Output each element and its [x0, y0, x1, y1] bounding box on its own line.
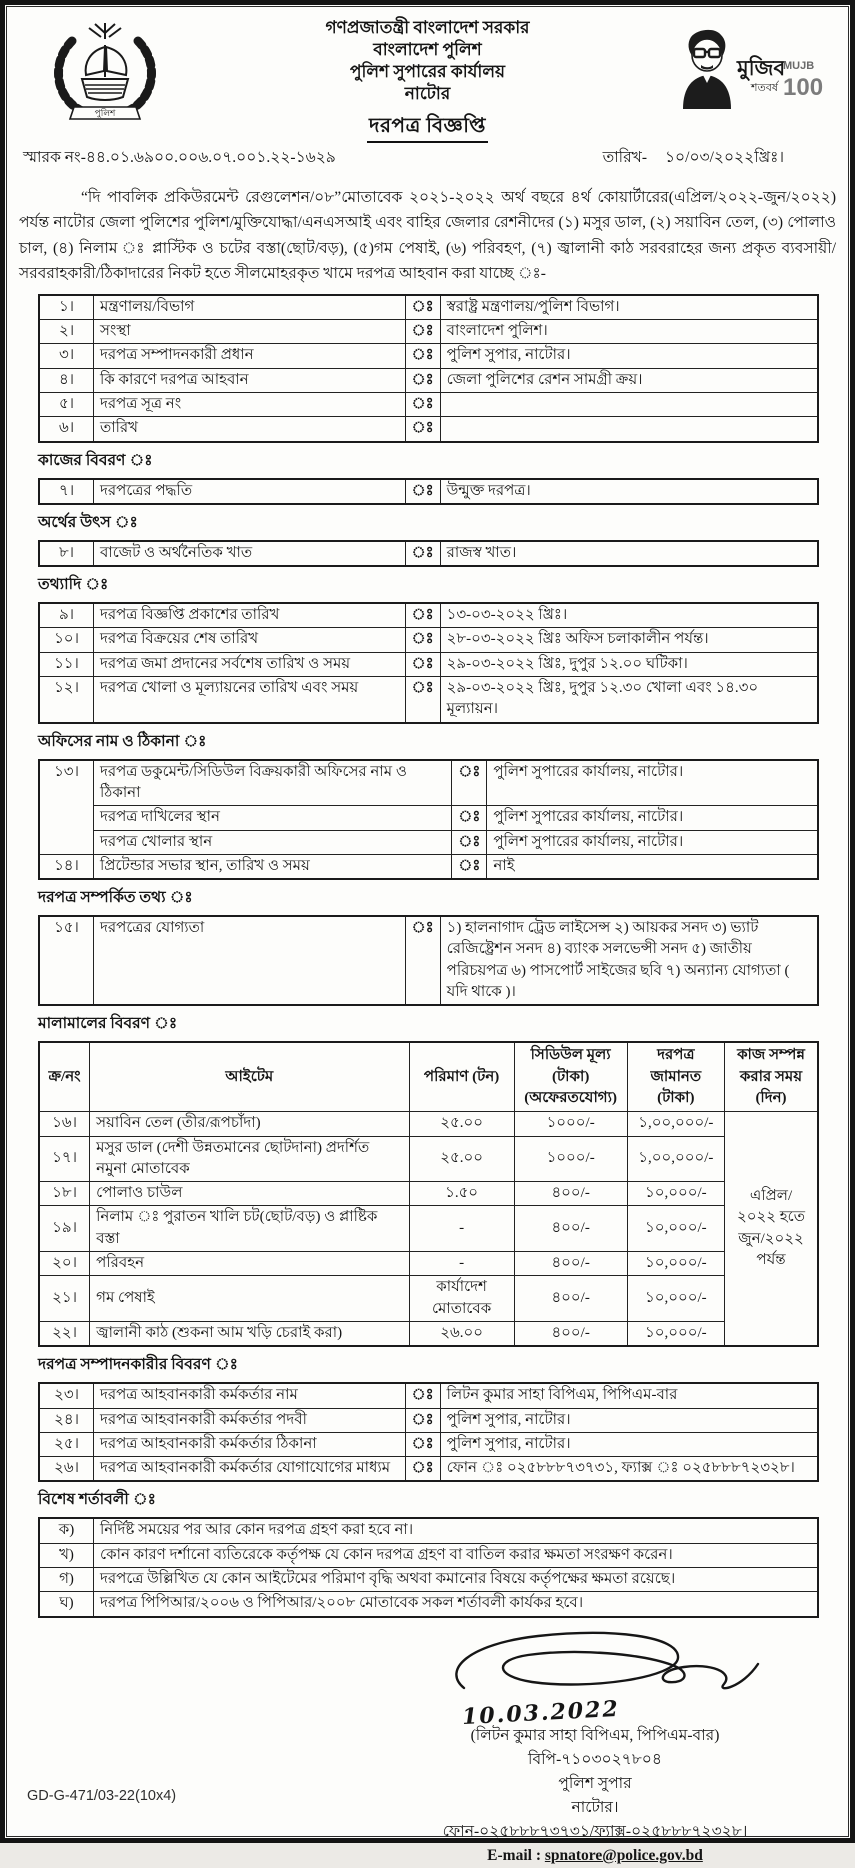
row-value: [440, 417, 818, 442]
item-deposit: ১০,০০০/-: [627, 1206, 724, 1252]
row-label: সংস্থা: [94, 320, 406, 344]
row-value: জেলা পুলিশের রেশন সামগ্রী ক্রয়।: [440, 368, 818, 392]
col-completion-time: কাজ সম্পন্ন করার সময় (দিন): [725, 1042, 819, 1111]
email-address: spnatore@police.gov.bd: [544, 1846, 703, 1864]
table-row: [39, 368, 818, 392]
hundred-text: 100: [783, 74, 824, 101]
item-schedule: ১০০০/-: [514, 1136, 627, 1182]
row-label: দরপত্র খোলা ও মূল্যায়নের তারিখ এবং সময়: [94, 677, 406, 723]
row-separator: ঃ: [405, 541, 440, 566]
section-fund-source: অর্থের উৎস ঃ: [38, 513, 138, 531]
item-qty: ২৬.০০: [409, 1321, 514, 1346]
item-name: পরিবহন: [90, 1252, 409, 1276]
row-label: দরপত্র আহবানকারী কর্মকর্তার নাম: [94, 1383, 406, 1408]
government-name: গণপ্রজাতন্ত্রী বাংলাদেশ সরকার: [325, 18, 530, 37]
memo-number: স্মারক নং-৪৪.০১.৬৯০০.০০৬.০৭.০০১.২২-১৬২৯: [23, 149, 336, 167]
row-separator: ঃ: [405, 295, 440, 320]
row-label: বাজেট ও অর্থনৈতিক খাত: [94, 541, 406, 566]
email-label: E-mail :: [487, 1846, 541, 1864]
term-row: [39, 1567, 818, 1591]
item-deposit: ১০,০০০/-: [627, 1252, 724, 1276]
item-name: নিলাম ঃ পুরাতন খালি চট(ছোট/বড়) ও প্লাষ্টিক বস্তা: [90, 1206, 409, 1252]
item-qty: -: [409, 1206, 514, 1252]
row-label: দরপত্র দাখিলের স্থান: [94, 806, 452, 830]
table-row: [39, 652, 818, 676]
col-deposit: দরপত্র জামানত (টাকা): [627, 1042, 724, 1111]
row-number: ৫।: [39, 393, 94, 417]
row-label: কি কারণে দরপত্র আহবান: [94, 368, 406, 392]
item-no: ১৬।: [39, 1112, 90, 1136]
section-goods-description: মালামালের বিবরণ ঃ: [38, 1015, 178, 1033]
intro-paragraph: “দি পাবলিক প্রকিউরমেন্ট রেগুলেশন/০৮”মোতাবেক ২০২১-২০২২ অর্থ বছরে ৪র্থ কোয়ার্টারের(এপ্রিল/২০২২-জুন/২০২২) পর্যন্ত নাটোর জেলা পুলিশের পুলিশ/মুক্তিযোদ্ধা/এনএসআই এবং বাহির জেলার রেশনীদের (১) মসুর ডাল, (২) সয়াবিন তেল, (৩) পোলাও চাল, (৪) নিলাম ঃ প্লাস্টিক ও চটের বস্তা(ছোট/বড়), (৫)গম পেষাই, (৬) পরিবহণ, (৭) জ্বালানী কাঠ সরবরাহের জন্য প্রকৃত ব্যবসায়ী/সরবরাহকারী/ঠিকাদারের নিকট হতে সীলমোহরকৃত খামে দরপত্র আহবান করা যাচ্ছে ঃ-: [19, 189, 836, 282]
row-value: পুলিশ সুপার, নাটোর।: [440, 1408, 818, 1432]
row-value: পুলিশ সুপারের কার্যালয়, নাটোর।: [487, 830, 818, 854]
col-schedule-price: সিডিউল মূল্য (টাকা) (অফেরতযোগ্য): [514, 1042, 627, 1111]
row-separator: ঃ: [405, 417, 440, 442]
row-number: ১৩।: [39, 760, 94, 855]
row-label: দরপত্র আহবানকারী কর্মকর্তার যোগাযোগের মাধ্যম: [94, 1457, 406, 1482]
row-number: ১২।: [39, 677, 94, 723]
row-separator: ঃ: [405, 1408, 440, 1432]
work-method-table: [38, 478, 819, 505]
row-separator: ঃ: [452, 830, 487, 854]
row-separator: ঃ: [405, 628, 440, 652]
item-name: জ্বালানী কাঠ (শুকনা আম খড়ি চেরাই করা): [90, 1321, 409, 1346]
header-titles: [192, 15, 663, 143]
term-letter: ঘ): [39, 1592, 94, 1617]
page-title: দরপত্র বিজ্ঞপ্তি: [367, 113, 488, 143]
item-name: সয়াবিন তেল (তীর/রূপচাঁদা): [90, 1112, 409, 1136]
row-separator: ঃ: [405, 652, 440, 676]
inviting-officer-table: [38, 1382, 819, 1482]
item-row: [39, 1276, 818, 1322]
row-value: উন্মুক্ত দরপত্র।: [440, 479, 818, 504]
item-name: পোলাও চাউল: [90, 1182, 409, 1206]
row-number: ৬।: [39, 417, 94, 442]
row-value: ১) হালনাগাদ ট্রেড লাইসেন্স ২) আয়কর সনদ ৩) ভ্যাট রেজিষ্ট্রেশন সনদ ৪) ব্যাংক সলভেন্সী সনদ ৫) জাতীয় পরিচয়পত্র ৬) পাসপোর্ট সাইজের ছবি ৭) অন্যান্য যোগ্যতা ( যদি থাকে )।: [440, 916, 818, 1005]
row-separator: ঃ: [405, 1432, 440, 1456]
row-separator: ঃ: [405, 677, 440, 723]
eligibility-table: [38, 915, 819, 1006]
row-separator: ঃ: [452, 760, 487, 806]
row-number: ১০।: [39, 628, 94, 652]
budget-table: [38, 540, 819, 567]
item-name: গম পেষাই: [90, 1276, 409, 1322]
row-value: নাই: [487, 854, 818, 879]
signatory-bp-number: বিপি-৭১০৩০২৭৮০৪: [528, 1750, 662, 1768]
row-label: দরপত্র ডকুমেন্ট/সিডিউল বিক্রয়কারী অফিসের নাম ও ঠিকানা: [94, 760, 452, 806]
section-information: তথ্যাদি ঃ: [38, 576, 109, 594]
row-separator: ঃ: [405, 368, 440, 392]
row-number: ১৫।: [39, 916, 94, 1005]
row-value: ১৩-০৩-২০২২ খ্রিঃ।: [440, 603, 818, 628]
item-no: ২২।: [39, 1321, 90, 1346]
row-value: ২৯-০৩-২০২২ খ্রিঃ, দুপুর ১২.০০ ঘটিকা।: [440, 652, 818, 676]
phone-fax-line: ফোন-০২৫৮৮৮৭৩৭৩১/ফ্যাক্স-০২৫৮৮৮৭২৩২৮।: [442, 1822, 748, 1840]
row-number: ১১।: [39, 652, 94, 676]
office-address-table: [38, 759, 819, 880]
item-row: [39, 1206, 818, 1252]
item-row: [39, 1321, 818, 1346]
row-value: ফোন ঃ ০২৫৮৮৮৭৩৭৩১, ফ্যাক্স ঃ ০২৫৮৮৮৭২৩২৮।: [440, 1457, 818, 1482]
table-row: [39, 854, 818, 879]
row-number: ১।: [39, 295, 94, 320]
row-number: ১৪।: [39, 854, 94, 879]
shotoborsho-text: শতবর্ষ: [751, 82, 778, 94]
row-separator: ঃ: [405, 344, 440, 368]
term-letter: খ): [39, 1543, 94, 1567]
table-row: [39, 916, 818, 1005]
row-label: তারিখ: [94, 417, 406, 442]
row-value: [440, 393, 818, 417]
row-value: স্বরাষ্ট্র মন্ত্রণালয়/পুলিশ বিভাগ।: [440, 295, 818, 320]
row-separator: ঃ: [452, 854, 487, 879]
row-separator: ঃ: [405, 603, 440, 628]
items-table: [38, 1041, 819, 1347]
row-label: দরপত্রের যোগ্যতা: [94, 916, 406, 1005]
print-code: GD-G-471/03-22(10x4): [27, 1787, 177, 1804]
document-header: [17, 15, 838, 143]
table-row: [39, 830, 818, 854]
term-row: [39, 1518, 818, 1543]
item-schedule: ১০০০/-: [514, 1112, 627, 1136]
row-number: ৮।: [39, 541, 94, 566]
row-number: ৩।: [39, 344, 94, 368]
table-row: [39, 417, 818, 442]
item-row: [39, 1182, 818, 1206]
item-no: ২০।: [39, 1252, 90, 1276]
item-qty: ১.৫০: [409, 1182, 514, 1206]
row-number: ৯।: [39, 603, 94, 628]
row-separator: ঃ: [405, 393, 440, 417]
organization-name: বাংলাদেশ পুলিশ: [373, 40, 482, 60]
signatory-district: নাটোর।: [571, 1798, 619, 1816]
row-value: ২৯-০৩-২০২২ খ্রিঃ, দুপুর ১২.৩০ খোলা এবং ১৪.৩০ মূল্যায়ন।: [440, 677, 818, 723]
row-separator: ঃ: [405, 320, 440, 344]
row-value: ২৮-০৩-২০২২ খ্রিঃ অফিস চলাকালীন পর্যন্ত।: [440, 628, 818, 652]
item-qty: ২৫.০০: [409, 1112, 514, 1136]
table-row: [39, 320, 818, 344]
item-schedule: ৪০০/-: [514, 1182, 627, 1206]
row-label: দরপত্র আহবানকারী কর্মকর্তার পদবী: [94, 1408, 406, 1432]
district-name: নাটোর: [404, 84, 451, 104]
item-deposit: ১০,০০০/-: [627, 1182, 724, 1206]
row-number: ২৪।: [39, 1408, 94, 1432]
date-value: ১০/০৩/২০২২খ্রিঃ।: [665, 149, 784, 167]
item-deposit: ১,০০,০০০/-: [627, 1136, 724, 1182]
police-crest-icon: [30, 19, 180, 125]
item-no: ১৭।: [39, 1136, 90, 1182]
row-value: লিটন কুমার সাহা বিপিএম, পিপিএম-বার: [440, 1383, 818, 1408]
item-deposit: ১০,০০০/-: [627, 1321, 724, 1346]
item-row: [39, 1136, 818, 1182]
row-number: ৪।: [39, 368, 94, 392]
table-row: [39, 393, 818, 417]
crest-caption: পুলিশ: [94, 108, 115, 118]
term-text: দরপত্রে উল্লিখিত যে কোন আইটেমের পরিমাণ বৃদ্ধি অথবা কমানোর বিষয়ে কর্তৃপক্ষের ক্ষমতা রয়েছে।: [94, 1567, 818, 1591]
row-label: দরপত্রের পদ্ধতি: [94, 479, 406, 504]
mujib-en-text: MUJB: [783, 60, 815, 72]
row-label: মন্ত্রণালয়/বিভাগ: [94, 295, 406, 320]
signatory-name: (লিটন কুমার সাহা বিপিএম, পিপিএম-বার): [470, 1726, 720, 1744]
row-number: ২।: [39, 320, 94, 344]
row-value: পুলিশ সুপারের কার্যালয়, নাটোর।: [487, 806, 818, 830]
item-no: ১৯।: [39, 1206, 90, 1252]
row-label: দরপত্র আহবানকারী কর্মকর্তার ঠিকানা: [94, 1432, 406, 1456]
row-separator: ঃ: [405, 1457, 440, 1482]
term-text: নির্দিষ্ট সময়ের পর আর কোন দরপত্র গ্রহণ করা হবে না।: [94, 1518, 818, 1543]
mujib-100-icon: [663, 25, 823, 109]
row-value: বাংলাদেশ পুলিশ।: [440, 320, 818, 344]
row-value: রাজস্ব খাত।: [440, 541, 818, 566]
section-executor-details: দরপত্র সম্পাদনকারীর বিবরণ ঃ: [38, 1356, 238, 1374]
term-letter: গ): [39, 1567, 94, 1591]
row-label: দরপত্র জমা প্রদানের সর্বশেষ তারিখ ও সময়: [94, 652, 406, 676]
term-text: দরপত্র পিপিআর/২০০৬ ও পিপিআর/২০০৮ মোতাবেক সকল শর্তাবলী কার্যকর হবে।: [94, 1592, 818, 1617]
row-value: পুলিশ সুপার, নাটোর।: [440, 344, 818, 368]
table-row: [39, 1432, 818, 1456]
table-row: [39, 1457, 818, 1482]
item-deposit: ১,০০,০০০/-: [627, 1112, 724, 1136]
row-label: দরপত্র বিজ্ঞপ্তি প্রকাশের তারিখ: [94, 603, 406, 628]
item-no: ২১।: [39, 1276, 90, 1322]
item-qty: ২৫.০০: [409, 1136, 514, 1182]
ministry-info-table: [38, 294, 819, 443]
item-schedule: ৪০০/-: [514, 1321, 627, 1346]
term-row: [39, 1592, 818, 1617]
row-value: পুলিশ সুপার, নাটোর।: [440, 1432, 818, 1456]
item-name: মসুর ডাল (দেশী উন্নতমানের ছোটদানা) প্রদর্শিত নমুনা মোতাবেক: [90, 1136, 409, 1182]
email-line: [380, 1844, 810, 1868]
term-text: কোন কারণ দর্শানো ব্যতিরেকে কর্তৃপক্ষ যে কোন দরপত্র গ্রহণ বা বাতিল করার ক্ষমতা সংরক্ষণ করেন।: [94, 1543, 818, 1567]
table-row: [39, 806, 818, 830]
table-row: [39, 603, 818, 628]
row-number: ২৬।: [39, 1457, 94, 1482]
col-serial: ক্র/নং: [39, 1042, 90, 1111]
row-number: ২৩।: [39, 1383, 94, 1408]
row-separator: ঃ: [405, 1383, 440, 1408]
term-row: [39, 1543, 818, 1567]
row-number: ২৫।: [39, 1432, 94, 1456]
item-row: [39, 1112, 818, 1136]
item-qty: -: [409, 1252, 514, 1276]
table-row: [39, 344, 818, 368]
table-row: [39, 760, 818, 806]
mujib-100-logo: [663, 15, 838, 109]
row-label: দরপত্র বিক্রয়ের শেষ তারিখ: [94, 628, 406, 652]
signatory-block: [380, 1724, 810, 1868]
row-separator: ঃ: [405, 479, 440, 504]
items-header-row: [39, 1042, 818, 1111]
item-no: ১৮।: [39, 1182, 90, 1206]
memo-line: [23, 145, 830, 171]
table-row: [39, 677, 818, 723]
item-schedule: ৪০০/-: [514, 1276, 627, 1322]
section-tender-info: দরপত্র সম্পর্কিত তথ্য ঃ: [38, 889, 193, 907]
row-label: প্রিটেন্ডার সভার স্থান, তারিখ ও সময়: [94, 854, 452, 879]
date-label: তারিখ-: [602, 149, 647, 167]
row-value: পুলিশ সুপারের কার্যালয়, নাটোর।: [487, 760, 818, 806]
item-row: [39, 1252, 818, 1276]
signatory-designation: পুলিশ সুপার: [558, 1774, 632, 1792]
col-quantity: পরিমাণ (টন): [409, 1042, 514, 1111]
table-row: [39, 1408, 818, 1432]
handwritten-signature-date: 10.03.2022: [461, 1695, 621, 1730]
dates-info-table: [38, 602, 819, 723]
office-name: পুলিশ সুপারের কার্যালয়: [349, 62, 506, 82]
completion-time-merged: এপ্রিল/২০২২ হতে জুন/২০২২ পর্যন্ত: [725, 1112, 819, 1346]
section-work-description: কাজের বিবরণ ঃ: [38, 451, 153, 469]
col-item: আইটেম: [90, 1042, 409, 1111]
row-label: দরপত্র খোলার স্থান: [94, 830, 452, 854]
table-row: [39, 628, 818, 652]
row-label: দরপত্র সম্পাদনকারী প্রধান: [94, 344, 406, 368]
item-schedule: ৪০০/-: [514, 1206, 627, 1252]
row-label: দরপত্র সূত্র নং: [94, 393, 406, 417]
item-qty: কার্যাদেশ মোতাবেক: [409, 1276, 514, 1322]
special-terms-table: [38, 1517, 819, 1617]
table-row: [39, 1383, 818, 1408]
table-row: [39, 295, 818, 320]
section-special-terms: বিশেষ শর্তাবলী ঃ: [38, 1491, 156, 1509]
item-schedule: ৪০০/-: [514, 1252, 627, 1276]
table-row: [39, 541, 818, 566]
row-separator: ঃ: [405, 916, 440, 1005]
row-separator: ঃ: [452, 806, 487, 830]
item-deposit: ১০,০০০/-: [627, 1276, 724, 1322]
mujib-bn-text: মুজিব: [737, 56, 786, 80]
notice-date: [603, 145, 830, 171]
term-letter: ক): [39, 1518, 94, 1543]
section-office-address: অফিসের নাম ও ঠিকানা ঃ: [38, 732, 207, 750]
police-crest-logo: [17, 15, 192, 125]
row-number: ৭।: [39, 479, 94, 504]
table-row: [39, 479, 818, 504]
